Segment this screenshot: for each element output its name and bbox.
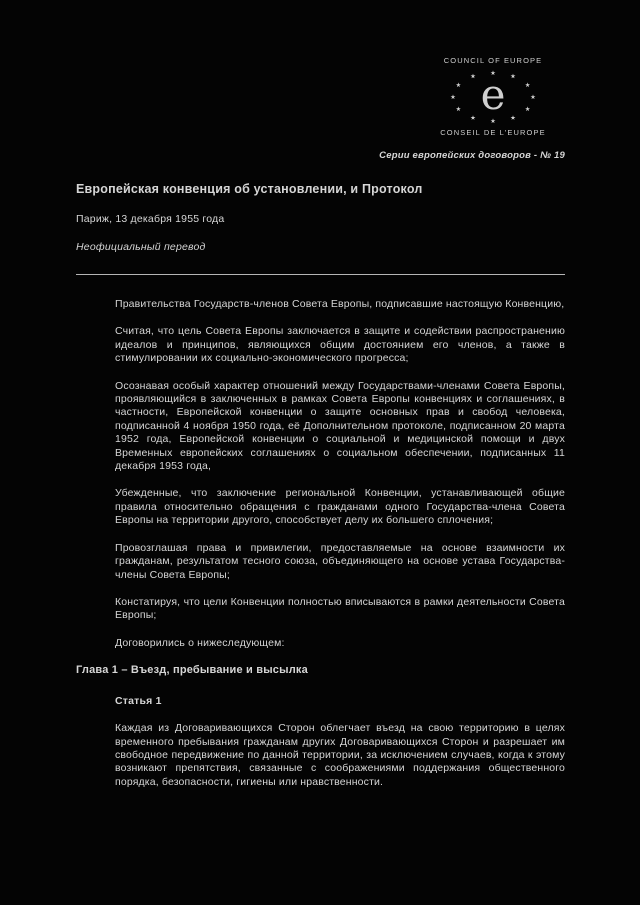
- preamble-paragraph: Провозглашая права и привилегии, предоставляемые на основе взаимности их гражданам, результатом тесного союза, объединяющего на основе устава Государства-члены Совета Европы;: [115, 541, 565, 581]
- svg-text:e: e: [480, 70, 506, 119]
- preamble-paragraph: Убежденные, что заключение региональной Конвенции, устанавливающей общие правила относительно обращения с гражданами одного Государства-члена Совета Европы на территории другого, способствует делу их большего сплочения;: [115, 487, 565, 527]
- preamble-paragraph: Констатируя, что цели Конвенции полностью вписываются в рамки деятельности Совета Европы;: [115, 595, 565, 622]
- article-1-heading: Статья 1: [115, 695, 162, 708]
- treaty-series-line: Серии европейских договоров - № 19: [379, 150, 565, 161]
- chapter-1-heading: Глава 1 – Въезд, пребывание и высылка: [76, 664, 308, 677]
- translation-note: Неофициальный перевод: [76, 241, 206, 253]
- council-of-europe-logo: [413, 56, 573, 137]
- header-divider: [76, 274, 565, 275]
- logo-conseil-text: CONSEIL DE L'EUROPE: [440, 128, 546, 137]
- place-date-line: Париж, 13 декабря 1955 года: [76, 213, 225, 225]
- logo-council-text: COUNCIL OF EUROPE: [443, 56, 543, 65]
- council-of-europe-emblem-icon: [443, 68, 543, 126]
- preamble-paragraph: Считая, что цель Совета Европы заключается в защите и содействии распространению идеалов и принципов, являющихся общим достоянием его членов, а также в стимулировании их социально-экономического прогресса;: [115, 325, 565, 365]
- preamble-section: [76, 298, 565, 650]
- preamble-paragraph: Договорились о нижеследующем:: [115, 636, 285, 649]
- article-1-text: Каждая из Договаривающихся Сторон облегчает въезд на свою территорию в целях временного пребывания гражданам других Договаривающихся Сторон и разрешает им свободное передвижение по данной территории, за исключением случаев, когда к этому возникают препятствия, связанные с соображениями поддержания общественного порядка, безопасности, гигиены или нравственности.: [115, 722, 565, 788]
- document-title: Европейская конвенция об установлении, и Протокол: [76, 182, 423, 196]
- preamble-paragraph: Осознавая особый характер отношений между Государствами-членами Совета Европы, проявляющийся в заключенных в рамках Совета Европы конвенциях и соглашениях, в частности, Европейской конвенции о защите основных прав и свобод человека, подписанной 4 ноября 1950 года, её Дополнительном протоколе, подписанном 20 марта 1952 года, Европейской конвенции о социальной и медицинской помощи и двух Временных европейских соглашениях о социальном обеспечении, подписанных 11 декабря 1953 года,: [115, 379, 565, 473]
- preamble-paragraph: Правительства Государств-членов Совета Европы, подписавшие настоящую Конвенцию,: [115, 298, 565, 310]
